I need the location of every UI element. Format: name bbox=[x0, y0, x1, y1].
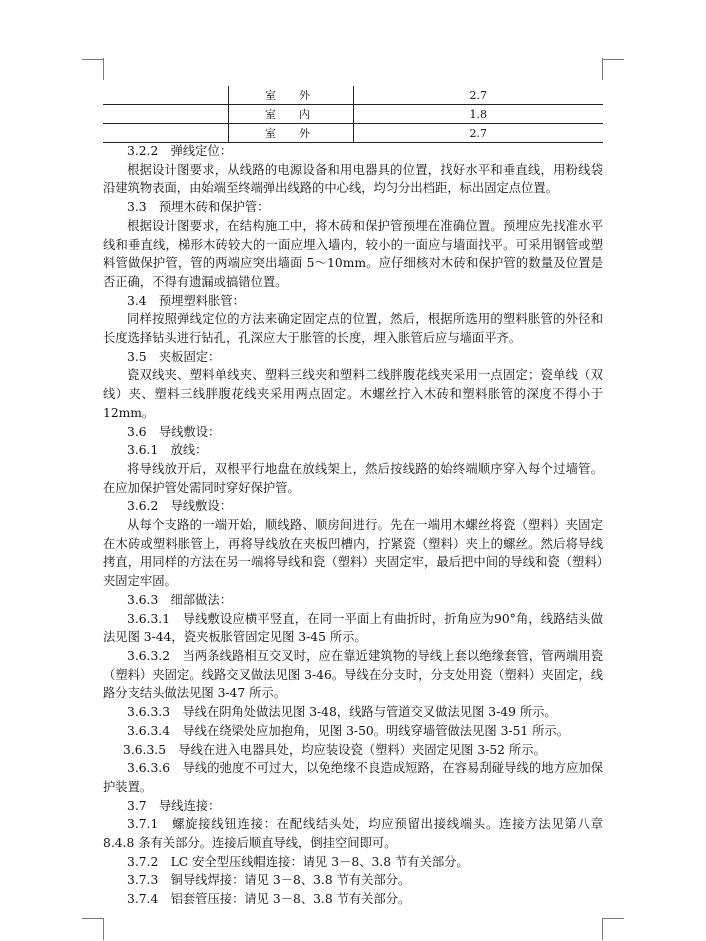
table-cell-location: 室 内 bbox=[228, 105, 353, 124]
section-heading: 3.4 预埋塑料胀管： bbox=[127, 293, 245, 308]
body-paragraph: 3.6.3.2 当两条线路相互交叉时，应在靠近建筑物的导线上套以绝缘套管，管两端用瓷（塑料）夹固定。线路交叉做法见图 3-46。导线在分支时，分支处用瓷（塑料）夹固定，线路分支结头做法见图 3-47 所示。 bbox=[103, 648, 603, 701]
table-cell-value: 2.7 bbox=[353, 86, 603, 105]
section-heading: 3.6 导线敷设： bbox=[127, 424, 221, 439]
table-cell-blank bbox=[103, 86, 228, 105]
body-paragraph: 3.7.2 LC 安全型压线帽连接：请见 3－8、3.8 节有关部分。 bbox=[127, 854, 469, 869]
crop-mark-top-right-horizontal bbox=[602, 59, 624, 60]
crop-mark-bottom-left-horizontal bbox=[82, 918, 104, 919]
table-row bbox=[103, 105, 603, 124]
section-heading: 3.6.3.5 导线在进入电器具处，均应装设瓷（塑料）夹固定见图 3-52 所示。 bbox=[123, 742, 546, 757]
table-cell-value: 1.8 bbox=[469, 107, 487, 121]
crop-mark-bottom-right-vertical bbox=[602, 918, 603, 940]
section-heading: 3.6.2 导线敷设： bbox=[127, 499, 233, 514]
table-cell-value: 2.7 bbox=[353, 124, 603, 143]
body-paragraph: 3.6.3.1 导线敷设应横平竖直，在同一平面上有曲折时，折角应为90°角，线路结头做法见图 3-44，瓷夹板胀管固定见图 3-45 所示。 bbox=[103, 611, 603, 645]
body-paragraph: 根据设计图要求，从线路的电源设备和用电器具的位置，找好水平和垂直线，用粉线袋沿建筑物表面，由始端至终端弹出线路的中心线，均匀分出档距，标出固定点位置。 bbox=[103, 162, 603, 196]
spacing-table bbox=[103, 86, 603, 143]
crop-mark-bottom-right-horizontal bbox=[602, 918, 624, 919]
table-cell-blank bbox=[103, 105, 228, 124]
section-heading: 3.6.3 细部做法： bbox=[127, 592, 233, 607]
section-heading: 3.2.2 弹线定位： bbox=[127, 144, 233, 158]
body-paragraph: 根据设计图要求，在结构施工中，将木砖和保护管预埋在准确位置。预埋应先找准水平线和垂直线，梯形木砖较大的一面应埋入墙内，较小的一面应与墙面找平。可采用钢管或塑料管做保护管，管的两端应突出墙面 5～10mm。应仔细核对木砖和保护管的数量及位置是否正确，不得有遗漏或搞错位置。 bbox=[103, 218, 603, 289]
crop-mark-top-left-vertical bbox=[103, 58, 104, 80]
document-body bbox=[103, 142, 603, 909]
body-paragraph: 从每个支路的一端开始，顺线路、顺房间进行。先在一端用木螺丝将瓷（塑料）夹固定在木砖或塑料胀管上，再将导线放在夹板凹槽内，拧紧瓷（塑料）夹上的螺丝。然后将导线拷直，用同样的方法在另一端将导线和瓷（塑料）夹固定牢，最后把中间的导线和瓷（塑料）夹固定牢固。 bbox=[103, 518, 603, 589]
table-cell-location: 室 外 bbox=[228, 86, 353, 105]
section-heading: 3.6.1 放线： bbox=[127, 443, 208, 458]
table-cell-blank bbox=[103, 124, 228, 143]
table-row bbox=[103, 86, 603, 105]
body-paragraph: 3.6.3.6 导线的弛度不可过大，以免绝缘不良造成短路，在容易刮碰导线的地方应加保护装置。 bbox=[103, 761, 603, 794]
body-paragraph: 将导线放开后，双根平行地盘在放线架上，然后按线路的始终端顺序穿入每个过墙管。在应加保护管处需同时穿好保护管。 bbox=[103, 461, 603, 495]
body-paragraph: 3.6.3.4 导线在绕梁处应加抱角，见图 3-50。明线穿墙管做法见图 3-51 所示。 bbox=[127, 723, 570, 738]
table-cell-location: 室 外 bbox=[228, 124, 353, 143]
crop-mark-bottom-left-vertical bbox=[103, 918, 104, 940]
body-paragraph: 3.7.1 螺旋接线钮连接：在配线结头处，均应预留出接线端头。连接方法见第八章 8.4.8 条有关部分。连接后顺直导线，倒挂空间即可。 bbox=[103, 817, 603, 851]
table-row bbox=[103, 124, 603, 143]
crop-mark-top-left-horizontal bbox=[82, 59, 104, 60]
crop-mark-top-right-vertical bbox=[602, 58, 603, 80]
body-paragraph: 瓷双线夹、塑料单线夹、塑料三线夹和塑料二线胖腹花线夹采用一点固定；瓷单线（双线）夹、塑料三线胖腹花线夹采用两点固定。木螺丝拧入木砖和塑料胀管的深度不得小于12mm。 bbox=[103, 368, 603, 420]
body-paragraph: 3.7.4 铝套管压接：请见 3－8、3.8 节有关部分。 bbox=[127, 892, 411, 907]
body-paragraph: 3.7.3 铜导线焊接：请见 3－8、3.8 节有关部分。 bbox=[127, 873, 411, 888]
section-heading: 3.3 预埋木砖和保护管： bbox=[127, 200, 270, 215]
section-heading: 3.5 夹板固定： bbox=[127, 349, 221, 364]
body-paragraph: 3.6.3.3 导线在阴角处做法见图 3-48，线路与管道交叉做法见图 3-49 所示。 bbox=[127, 705, 557, 720]
section-heading: 3.7 导线连接： bbox=[127, 798, 221, 813]
body-paragraph: 同样按照弹线定位的方法来确定固定点的位置，然后，根据所选用的塑料胀管的外径和长度选择钻头进行钻孔，孔深应大于胀管的长度，埋入胀管后应与墙面平齐。 bbox=[103, 312, 603, 346]
